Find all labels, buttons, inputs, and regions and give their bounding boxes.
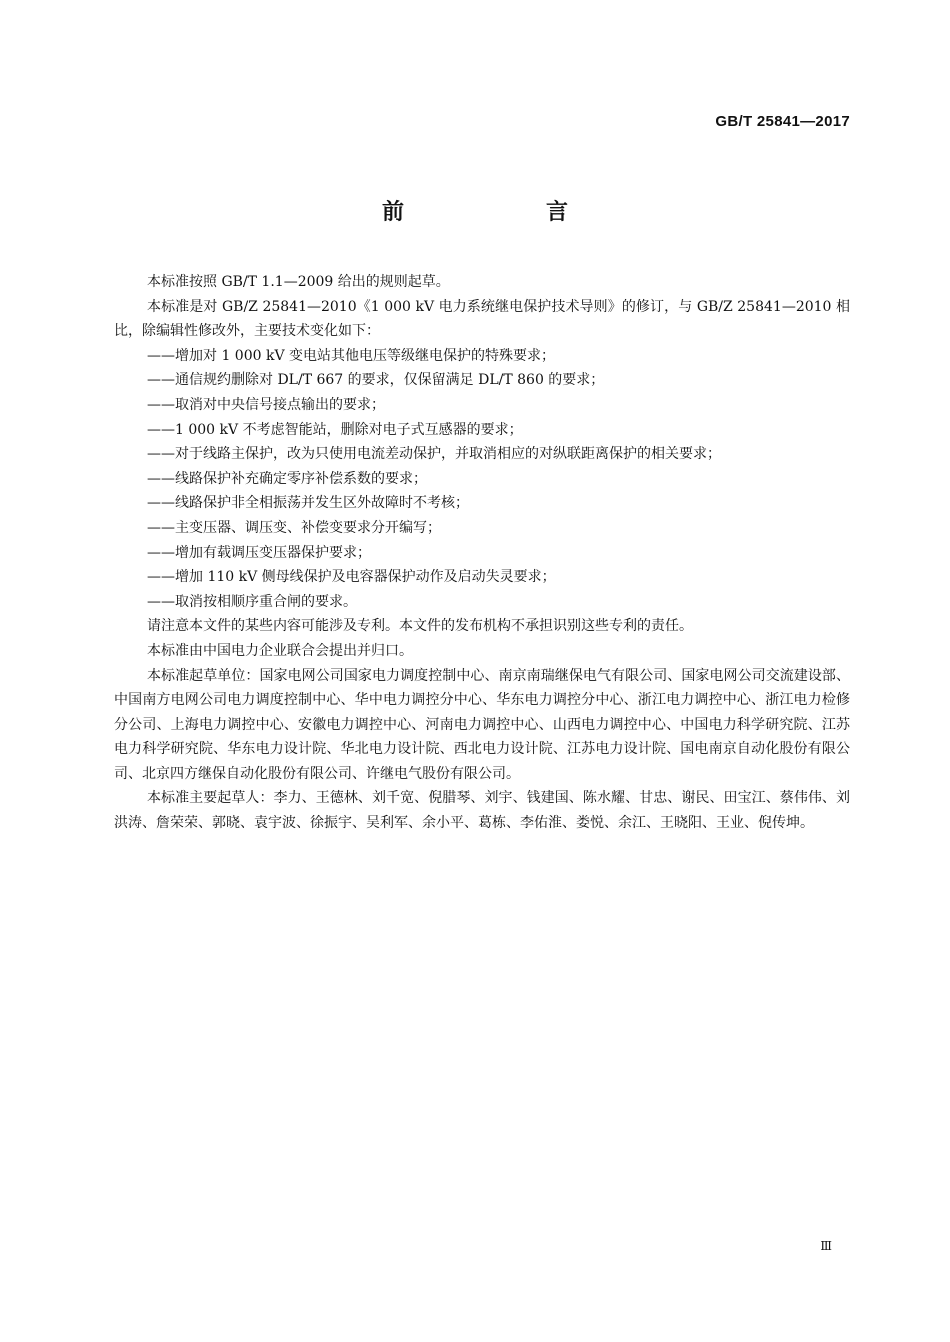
change-item: ——线路保护非全相振荡并发生区外故障时不考核； — [147, 495, 469, 512]
paragraph-drafting-units: 本标准起草单位：国家电网公司国家电力调度控制中心、南京南瑞继保电气有限公司、国家电网公司交流建设部、中国南方电网公司电力调度控制中心、华中电力调控分中心、华东电力调控分中心、浙江电力调控中心、浙江电力检修分公司、上海电力调控中心、安徽电力调控中心、河南电力调控中心、山西电力调控中心、中国电力科学研究院、江苏电力科学研究院、华东电力设计院、华北电力设计院、西北电力设计院、江苏电力设计院、国电南京自动化股份有限公司、北京四方继保自动化股份有限公司、许继电气股份有限公司。 — [114, 667, 850, 782]
change-item: ——取消按相顺序重合闸的要求。 — [147, 593, 357, 610]
page-title: 前 言 — [381, 200, 628, 225]
paragraph-patent-notice: 请注意本文件的某些内容可能涉及专利。本文件的发布机构不承担识别这些专利的责任。 — [147, 618, 693, 635]
change-item: ——线路保护补充确定零序补偿系数的要求； — [147, 470, 427, 487]
change-item: ——1 000 kV 不考虑智能站，删除对电子式互感器的要求； — [147, 421, 523, 438]
change-item: ——对于线路主保护，改为只使用电流差动保护，并取消相应的对纵联距离保护的相关要求； — [147, 446, 721, 463]
change-item: ——增加对 1 000 kV 变电站其他电压等级继电保护的特殊要求； — [147, 347, 556, 364]
paragraph-drafting-rules: 本标准按照 GB/T 1.1—2009 给出的规则起草。 — [147, 274, 450, 290]
change-item: ——通信规约删除对 DL/T 667 的要求，仅保留满足 DL/T 860 的要求； — [147, 372, 605, 389]
change-item: ——增加有载调压变压器保护要求； — [147, 544, 371, 561]
paragraph-drafters: 本标准主要起草人：李力、王德林、刘千宽、倪腊琴、刘宇、钱建国、陈水耀、甘忠、谢民、田宝江、蔡伟伟、刘洪涛、詹荣荣、郭晓、袁宇波、徐振宇、吴利军、余小平、葛栋、李佑淮、娄悦、余江、王晓阳、王业、倪传坤。 — [114, 790, 850, 832]
paragraph-proposer: 本标准由中国电力企业联合会提出并归口。 — [147, 642, 413, 659]
change-item: ——主变压器、调压变、补偿变要求分开编写； — [147, 519, 441, 536]
page-number: Ⅲ — [820, 1239, 832, 1253]
change-item: ——取消对中央信号接点输出的要求； — [147, 396, 385, 413]
paragraph-revision-intro: 本标准是对 GB/Z 25841—2010《1 000 kV 电力系统继电保护技术导则》的修订，与 GB/Z 25841—2010 相比，除编辑性修改外，主要技术变化如下： — [114, 298, 850, 340]
change-item: ——增加 110 kV 侧母线保护及电容器保护动作及启动失灵要求； — [147, 569, 556, 586]
standard-code: GB/T 25841—2017 — [715, 113, 850, 130]
foreword-body — [114, 270, 850, 836]
